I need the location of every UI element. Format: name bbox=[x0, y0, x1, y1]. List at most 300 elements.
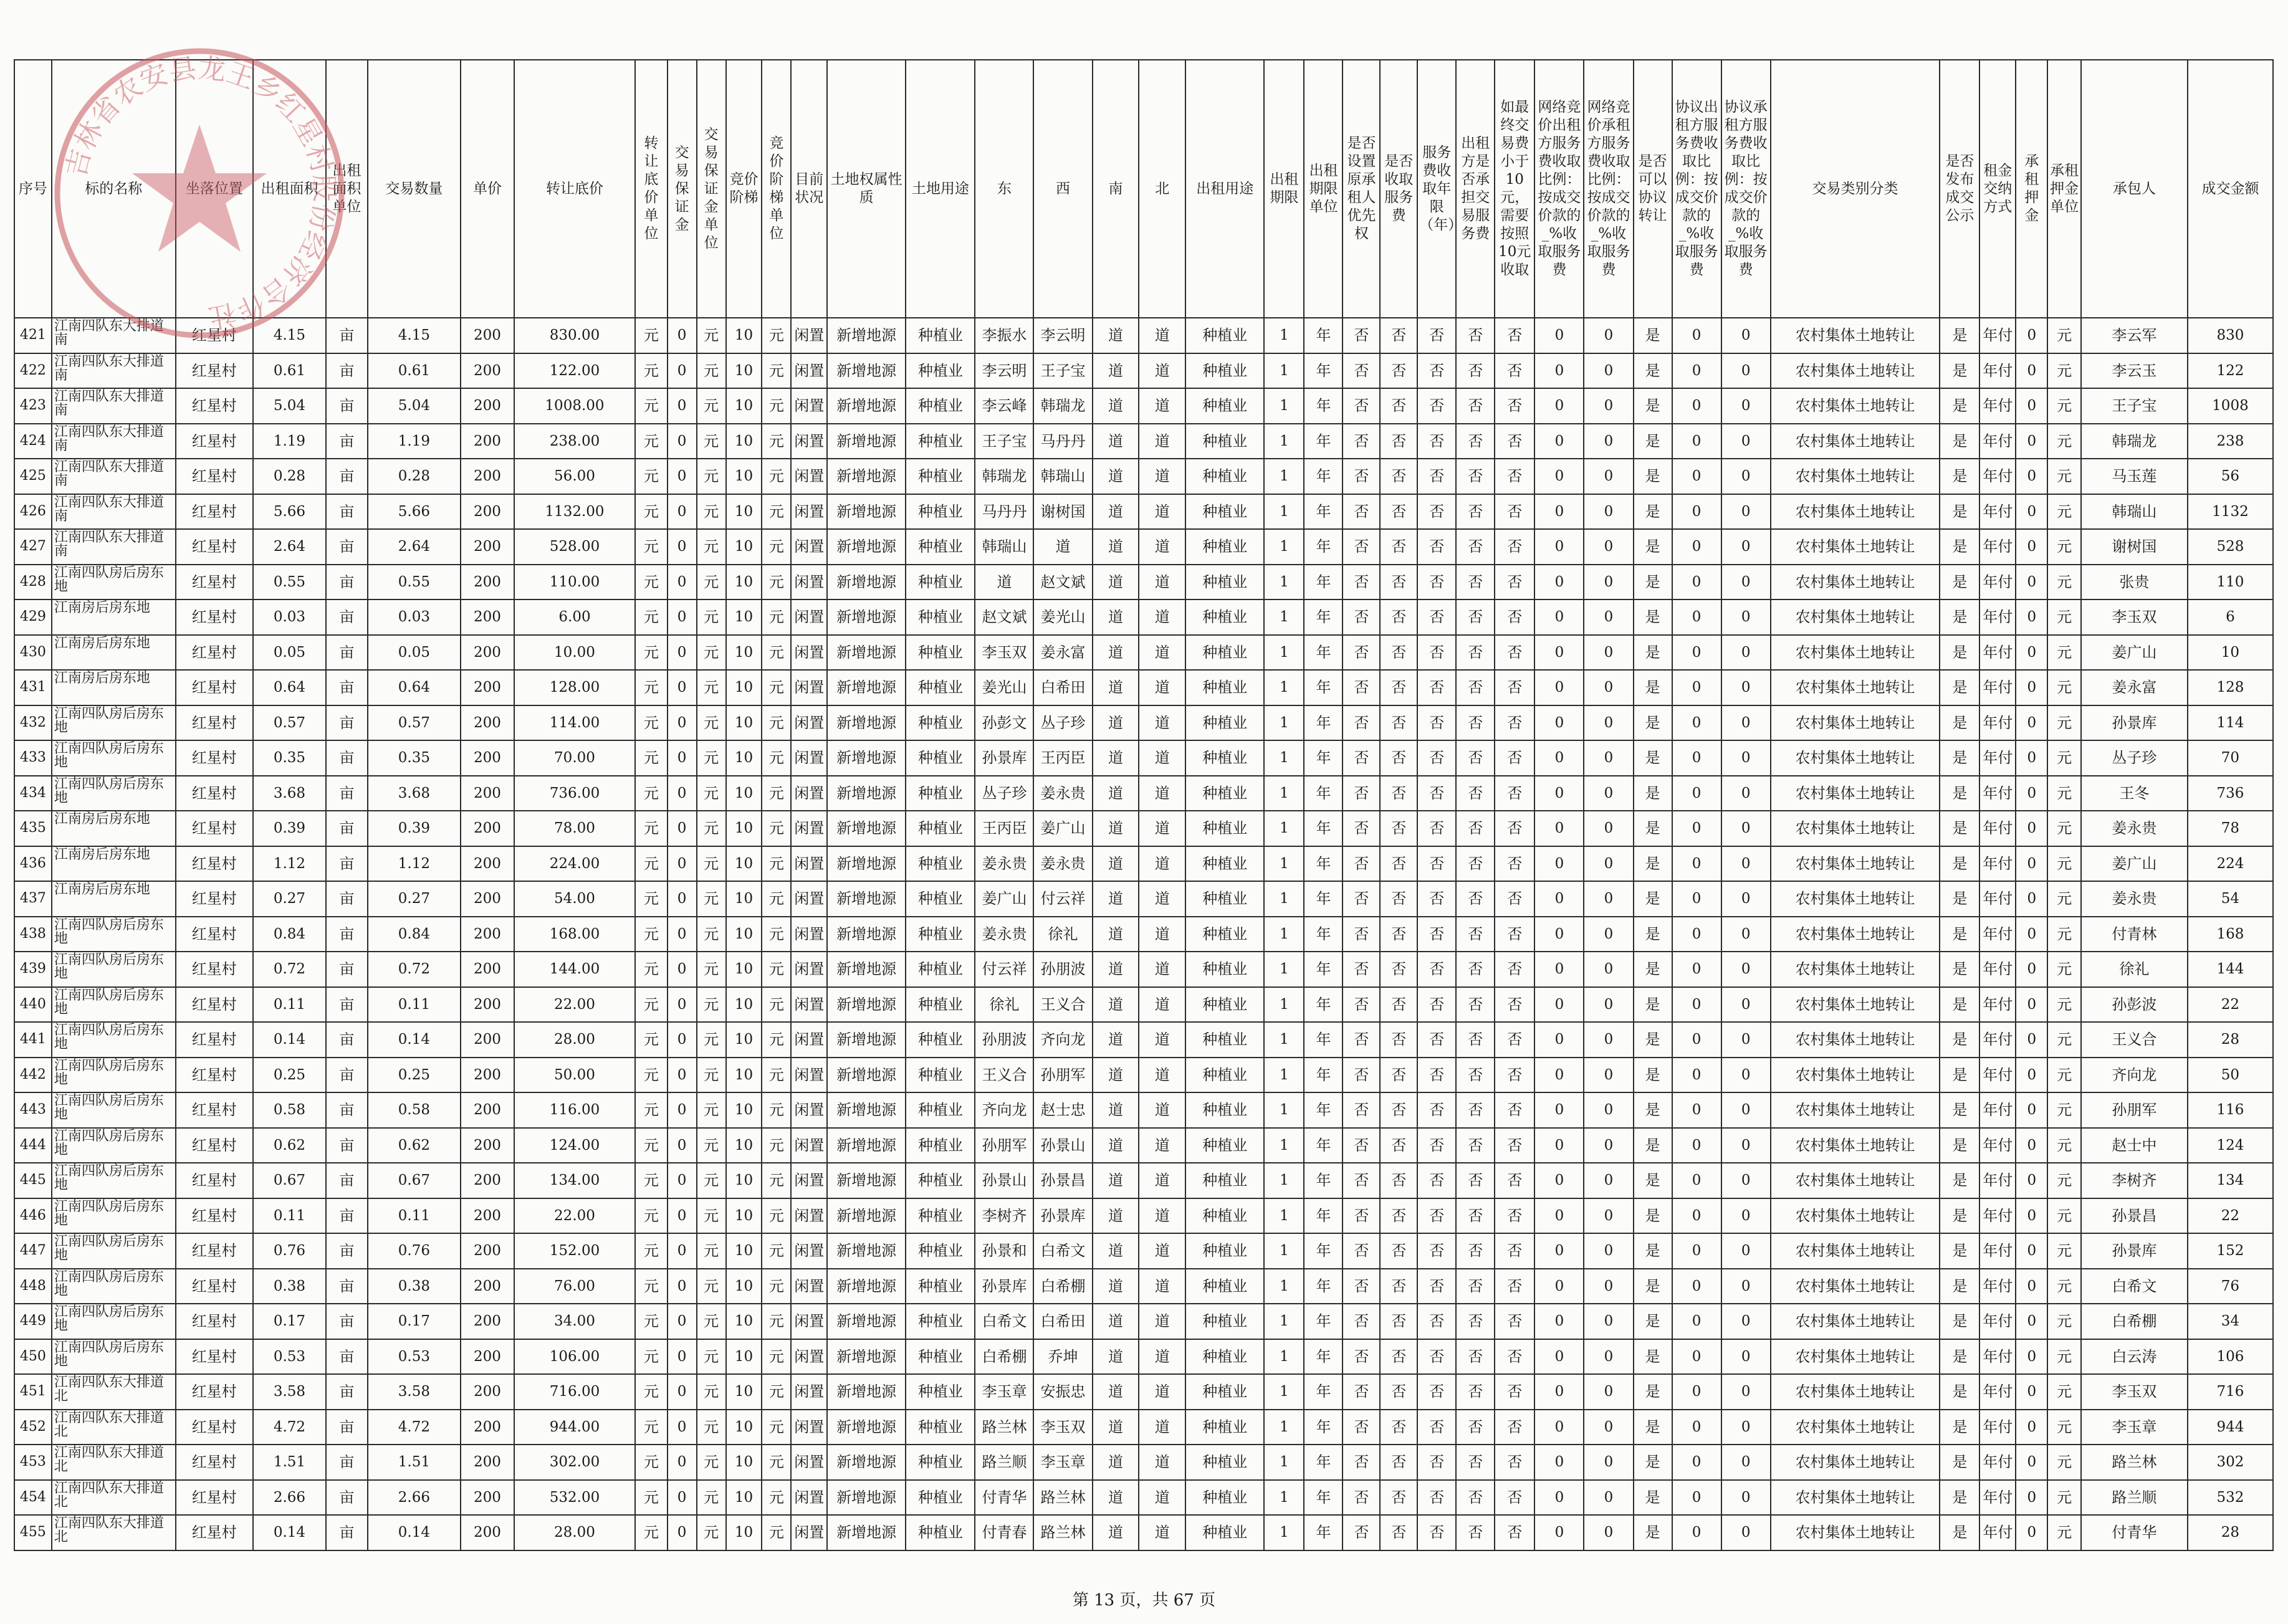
cell-reserve-unit: 元 bbox=[635, 635, 667, 671]
cell-lease-area: 0.55 bbox=[253, 565, 327, 600]
cell-ownership: 新增地源 bbox=[827, 529, 906, 565]
cell-north: 道 bbox=[1139, 635, 1185, 671]
cell-tenant: 孙景库 bbox=[2081, 705, 2188, 741]
cell-bid-step: 10 bbox=[726, 459, 762, 494]
cell-location: 红星村 bbox=[176, 424, 253, 459]
cell-bid-step: 10 bbox=[726, 776, 762, 811]
header-col-item-name: 标的名称 bbox=[52, 60, 176, 318]
table-row bbox=[14, 599, 2273, 635]
cell-lease-deposit: 0 bbox=[2016, 565, 2047, 600]
cell-east: 王子宝 bbox=[975, 424, 1033, 459]
cell-priority-right: 否 bbox=[1343, 424, 1380, 459]
cell-category: 农村集体土地转让 bbox=[1771, 529, 1940, 565]
cell-deposit: 0 bbox=[668, 1304, 697, 1339]
cell-south: 道 bbox=[1093, 1022, 1139, 1058]
cell-land-use: 种植业 bbox=[906, 459, 975, 494]
cell-east: 姜广山 bbox=[975, 881, 1033, 917]
cell-land-use: 种植业 bbox=[906, 599, 975, 635]
cell-north: 道 bbox=[1139, 1515, 1185, 1550]
cell-negotiable: 是 bbox=[1634, 1022, 1672, 1058]
cell-reserve-price: 28.00 bbox=[514, 1515, 636, 1550]
cell-location: 红星村 bbox=[176, 565, 253, 600]
cell-lessor-pays-fee: 否 bbox=[1456, 1163, 1495, 1198]
cell-deal-amount: 152 bbox=[2188, 1233, 2273, 1269]
cell-lease-deposit: 0 bbox=[2016, 740, 2047, 776]
cell-tenant: 张贵 bbox=[2081, 565, 2188, 600]
cell-agreement-lessor-ratio: 0 bbox=[1672, 1128, 1721, 1163]
cell-index: 422 bbox=[14, 353, 52, 389]
cell-quantity: 0.27 bbox=[368, 881, 461, 917]
cell-online-lessee-ratio: 0 bbox=[1584, 424, 1633, 459]
cell-online-lessee-ratio: 0 bbox=[1584, 1374, 1633, 1410]
cell-north: 道 bbox=[1139, 776, 1185, 811]
cell-negotiable: 是 bbox=[1634, 1445, 1672, 1480]
cell-priority-right: 否 bbox=[1343, 529, 1380, 565]
cell-area-unit: 亩 bbox=[326, 1233, 367, 1269]
cell-fee-years: 否 bbox=[1417, 670, 1456, 705]
cell-index: 429 bbox=[14, 599, 52, 635]
header-col-deposit: 交易保证金 bbox=[668, 60, 697, 318]
cell-land-use: 种植业 bbox=[906, 1480, 975, 1516]
cell-bid-step-unit: 元 bbox=[762, 881, 791, 917]
cell-quantity: 0.72 bbox=[368, 952, 461, 987]
cell-online-lessee-ratio: 0 bbox=[1584, 1480, 1633, 1516]
cell-location: 红星村 bbox=[176, 1445, 253, 1480]
cell-min-fee: 否 bbox=[1495, 987, 1534, 1023]
cell-index: 448 bbox=[14, 1269, 52, 1304]
cell-quantity: 0.25 bbox=[368, 1058, 461, 1093]
cell-quantity: 0.11 bbox=[368, 987, 461, 1023]
cell-index: 450 bbox=[14, 1339, 52, 1375]
cell-lease-area: 0.17 bbox=[253, 1304, 327, 1339]
cell-lease-use: 种植业 bbox=[1185, 1128, 1264, 1163]
cell-deposit-unit: 元 bbox=[697, 353, 726, 389]
cell-online-lessee-ratio: 0 bbox=[1584, 318, 1633, 353]
cell-lease-use: 种植业 bbox=[1185, 1092, 1264, 1128]
cell-lease-area: 1.19 bbox=[253, 424, 327, 459]
cell-item-name: 江南四队东大排道北 bbox=[52, 1480, 176, 1516]
cell-term-unit: 年 bbox=[1304, 424, 1343, 459]
cell-reserve-unit: 元 bbox=[635, 811, 667, 846]
cell-north: 道 bbox=[1139, 494, 1185, 530]
cell-lease-deposit: 0 bbox=[2016, 388, 2047, 424]
cell-lease-deposit-unit: 元 bbox=[2047, 670, 2080, 705]
cell-land-use: 种植业 bbox=[906, 1128, 975, 1163]
cell-agreement-lessee-ratio: 0 bbox=[1721, 318, 1771, 353]
cell-fee-years: 否 bbox=[1417, 1339, 1456, 1375]
cell-west: 李玉章 bbox=[1033, 1445, 1092, 1480]
cell-reserve-price: 70.00 bbox=[514, 740, 636, 776]
cell-publish-notice: 是 bbox=[1940, 424, 1979, 459]
cell-lessor-pays-fee: 否 bbox=[1456, 776, 1495, 811]
cell-reserve-price: 1008.00 bbox=[514, 388, 636, 424]
cell-negotiable: 是 bbox=[1634, 1128, 1672, 1163]
cell-south: 道 bbox=[1093, 318, 1139, 353]
cell-west: 韩瑞山 bbox=[1033, 459, 1092, 494]
cell-land-use: 种植业 bbox=[906, 1445, 975, 1480]
cell-priority-right: 否 bbox=[1343, 459, 1380, 494]
cell-status: 闲置 bbox=[791, 987, 827, 1023]
cell-agreement-lessor-ratio: 0 bbox=[1672, 459, 1721, 494]
cell-north: 道 bbox=[1139, 565, 1185, 600]
cell-location: 红星村 bbox=[176, 846, 253, 882]
cell-term-unit: 年 bbox=[1304, 1022, 1343, 1058]
page-footer: 第 13 页，共 67 页 bbox=[1072, 1591, 1216, 1610]
table-header-row bbox=[14, 60, 2273, 318]
cell-north: 道 bbox=[1139, 1198, 1185, 1234]
table-row bbox=[14, 1163, 2273, 1198]
cell-south: 道 bbox=[1093, 1058, 1139, 1093]
cell-lease-deposit-unit: 元 bbox=[2047, 1374, 2080, 1410]
cell-service-fee: 否 bbox=[1380, 987, 1417, 1023]
cell-deposit-unit: 元 bbox=[697, 705, 726, 741]
cell-area-unit: 亩 bbox=[326, 353, 367, 389]
cell-index: 445 bbox=[14, 1163, 52, 1198]
cell-term-unit: 年 bbox=[1304, 318, 1343, 353]
cell-agreement-lessor-ratio: 0 bbox=[1672, 1410, 1721, 1445]
cell-agreement-lessor-ratio: 0 bbox=[1672, 318, 1721, 353]
cell-deal-amount: 54 bbox=[2188, 881, 2273, 917]
cell-area-unit: 亩 bbox=[326, 318, 367, 353]
cell-online-lessor-ratio: 0 bbox=[1534, 459, 1584, 494]
cell-lessor-pays-fee: 否 bbox=[1456, 318, 1495, 353]
cell-publish-notice: 是 bbox=[1940, 952, 1979, 987]
cell-deposit: 0 bbox=[668, 1339, 697, 1375]
cell-min-fee: 否 bbox=[1495, 1304, 1534, 1339]
cell-lease-deposit-unit: 元 bbox=[2047, 635, 2080, 671]
cell-publish-notice: 是 bbox=[1940, 1304, 1979, 1339]
cell-lease-area: 0.62 bbox=[253, 1128, 327, 1163]
cell-unit-price: 200 bbox=[461, 1480, 514, 1516]
cell-bid-step: 10 bbox=[726, 705, 762, 741]
cell-deposit: 0 bbox=[668, 987, 697, 1023]
cell-agreement-lessor-ratio: 0 bbox=[1672, 952, 1721, 987]
cell-east: 徐礼 bbox=[975, 987, 1033, 1023]
cell-quantity: 1.51 bbox=[368, 1445, 461, 1480]
cell-lessor-pays-fee: 否 bbox=[1456, 670, 1495, 705]
cell-lease-deposit-unit: 元 bbox=[2047, 599, 2080, 635]
cell-online-lessor-ratio: 0 bbox=[1534, 987, 1584, 1023]
header-col-status: 目前状况 bbox=[791, 60, 827, 318]
cell-publish-notice: 是 bbox=[1940, 1198, 1979, 1234]
cell-location: 红星村 bbox=[176, 1163, 253, 1198]
cell-lease-deposit-unit: 元 bbox=[2047, 494, 2080, 530]
cell-lease-use: 种植业 bbox=[1185, 459, 1264, 494]
cell-bid-step-unit: 元 bbox=[762, 353, 791, 389]
cell-deposit: 0 bbox=[668, 318, 697, 353]
cell-deposit: 0 bbox=[668, 1374, 697, 1410]
cell-lease-use: 种植业 bbox=[1185, 1339, 1264, 1375]
cell-priority-right: 否 bbox=[1343, 740, 1380, 776]
cell-reserve-price: 830.00 bbox=[514, 318, 636, 353]
cell-reserve-unit: 元 bbox=[635, 1269, 667, 1304]
cell-agreement-lessor-ratio: 0 bbox=[1672, 846, 1721, 882]
cell-fee-years: 否 bbox=[1417, 987, 1456, 1023]
cell-south: 道 bbox=[1093, 811, 1139, 846]
header-col-north: 北 bbox=[1139, 60, 1185, 318]
cell-lease-use: 种植业 bbox=[1185, 529, 1264, 565]
cell-category: 农村集体土地转让 bbox=[1771, 1374, 1940, 1410]
cell-west: 付云祥 bbox=[1033, 881, 1092, 917]
cell-location: 红星村 bbox=[176, 353, 253, 389]
cell-category: 农村集体土地转让 bbox=[1771, 388, 1940, 424]
cell-lessor-pays-fee: 否 bbox=[1456, 1092, 1495, 1128]
cell-publish-notice: 是 bbox=[1940, 494, 1979, 530]
cell-reserve-price: 532.00 bbox=[514, 1480, 636, 1516]
cell-fee-years: 否 bbox=[1417, 1198, 1456, 1234]
cell-min-fee: 否 bbox=[1495, 776, 1534, 811]
cell-unit-price: 200 bbox=[461, 1374, 514, 1410]
cell-min-fee: 否 bbox=[1495, 881, 1534, 917]
cell-publish-notice: 是 bbox=[1940, 917, 1979, 952]
cell-west: 孙朋波 bbox=[1033, 952, 1092, 987]
cell-category: 农村集体土地转让 bbox=[1771, 459, 1940, 494]
cell-fee-years: 否 bbox=[1417, 846, 1456, 882]
cell-publish-notice: 是 bbox=[1940, 1515, 1979, 1550]
cell-tenant: 路兰林 bbox=[2081, 1445, 2188, 1480]
cell-ownership: 新增地源 bbox=[827, 1092, 906, 1128]
cell-min-fee: 否 bbox=[1495, 740, 1534, 776]
cell-status: 闲置 bbox=[791, 529, 827, 565]
cell-online-lessee-ratio: 0 bbox=[1584, 1022, 1633, 1058]
cell-unit-price: 200 bbox=[461, 1445, 514, 1480]
cell-lease-area: 3.68 bbox=[253, 776, 327, 811]
cell-lease-area: 0.11 bbox=[253, 1198, 327, 1234]
cell-deposit: 0 bbox=[668, 1163, 697, 1198]
cell-category: 农村集体土地转让 bbox=[1771, 635, 1940, 671]
cell-west: 姜永贵 bbox=[1033, 846, 1092, 882]
cell-area-unit: 亩 bbox=[326, 388, 367, 424]
cell-agreement-lessee-ratio: 0 bbox=[1721, 705, 1771, 741]
cell-lease-use: 种植业 bbox=[1185, 353, 1264, 389]
cell-bid-step-unit: 元 bbox=[762, 635, 791, 671]
cell-online-lessor-ratio: 0 bbox=[1534, 670, 1584, 705]
cell-negotiable: 是 bbox=[1634, 459, 1672, 494]
cell-negotiable: 是 bbox=[1634, 952, 1672, 987]
cell-deposit-unit: 元 bbox=[697, 1515, 726, 1550]
cell-north: 道 bbox=[1139, 1269, 1185, 1304]
cell-south: 道 bbox=[1093, 388, 1139, 424]
cell-deposit-unit: 元 bbox=[697, 1198, 726, 1234]
cell-unit-price: 200 bbox=[461, 987, 514, 1023]
cell-north: 道 bbox=[1139, 599, 1185, 635]
cell-ownership: 新增地源 bbox=[827, 1233, 906, 1269]
cell-bid-step-unit: 元 bbox=[762, 1410, 791, 1445]
cell-north: 道 bbox=[1139, 1339, 1185, 1375]
cell-tenant: 李云玉 bbox=[2081, 353, 2188, 389]
cell-east: 白希文 bbox=[975, 1304, 1033, 1339]
cell-east: 孙景库 bbox=[975, 740, 1033, 776]
cell-agreement-lessee-ratio: 0 bbox=[1721, 987, 1771, 1023]
cell-payment-method: 年付 bbox=[1979, 388, 2016, 424]
cell-status: 闲置 bbox=[791, 811, 827, 846]
cell-area-unit: 亩 bbox=[326, 1163, 367, 1198]
header-col-east: 东 bbox=[975, 60, 1033, 318]
cell-bid-step-unit: 元 bbox=[762, 1198, 791, 1234]
header-col-lessor-pays-fee: 出租方是否承担交易服务费 bbox=[1456, 60, 1495, 318]
cell-online-lessee-ratio: 0 bbox=[1584, 1092, 1633, 1128]
cell-agreement-lessee-ratio: 0 bbox=[1721, 1304, 1771, 1339]
header-col-lease-use: 出租用途 bbox=[1185, 60, 1264, 318]
cell-unit-price: 200 bbox=[461, 1163, 514, 1198]
cell-reserve-price: 122.00 bbox=[514, 353, 636, 389]
cell-lease-deposit: 0 bbox=[2016, 881, 2047, 917]
cell-unit-price: 200 bbox=[461, 881, 514, 917]
cell-bid-step: 10 bbox=[726, 424, 762, 459]
cell-area-unit: 亩 bbox=[326, 1445, 367, 1480]
cell-land-use: 种植业 bbox=[906, 776, 975, 811]
cell-payment-method: 年付 bbox=[1979, 1304, 2016, 1339]
cell-negotiable: 是 bbox=[1634, 917, 1672, 952]
cell-deal-amount: 70 bbox=[2188, 740, 2273, 776]
cell-lease-deposit-unit: 元 bbox=[2047, 1339, 2080, 1375]
cell-reserve-unit: 元 bbox=[635, 1515, 667, 1550]
cell-priority-right: 否 bbox=[1343, 1022, 1380, 1058]
header-col-online-lessor-ratio: 网络竞价出租方服务费收取比例：按成交价款的_%收取服务费 bbox=[1534, 60, 1584, 318]
cell-lease-area: 0.72 bbox=[253, 952, 327, 987]
cell-west: 白希田 bbox=[1033, 1304, 1092, 1339]
cell-item-name: 江南四队东大排道北 bbox=[52, 1515, 176, 1550]
cell-location: 红星村 bbox=[176, 1374, 253, 1410]
cell-online-lessor-ratio: 0 bbox=[1534, 1233, 1584, 1269]
cell-deposit-unit: 元 bbox=[697, 494, 726, 530]
cell-agreement-lessor-ratio: 0 bbox=[1672, 670, 1721, 705]
cell-publish-notice: 是 bbox=[1940, 1445, 1979, 1480]
cell-priority-right: 否 bbox=[1343, 705, 1380, 741]
cell-online-lessee-ratio: 0 bbox=[1584, 565, 1633, 600]
cell-north: 道 bbox=[1139, 670, 1185, 705]
cell-deposit: 0 bbox=[668, 1269, 697, 1304]
cell-lease-area: 1.51 bbox=[253, 1445, 327, 1480]
cell-ownership: 新增地源 bbox=[827, 494, 906, 530]
cell-unit-price: 200 bbox=[461, 670, 514, 705]
cell-lessor-pays-fee: 否 bbox=[1456, 740, 1495, 776]
cell-agreement-lessor-ratio: 0 bbox=[1672, 1269, 1721, 1304]
cell-reserve-unit: 元 bbox=[635, 1233, 667, 1269]
cell-publish-notice: 是 bbox=[1940, 599, 1979, 635]
cell-item-name: 江南四队东大排道北 bbox=[52, 1374, 176, 1410]
cell-north: 道 bbox=[1139, 1445, 1185, 1480]
cell-payment-method: 年付 bbox=[1979, 917, 2016, 952]
cell-deal-amount: 134 bbox=[2188, 1163, 2273, 1198]
cell-online-lessee-ratio: 0 bbox=[1584, 1445, 1633, 1480]
cell-agreement-lessee-ratio: 0 bbox=[1721, 1269, 1771, 1304]
cell-bid-step: 10 bbox=[726, 1304, 762, 1339]
cell-ownership: 新增地源 bbox=[827, 1339, 906, 1375]
cell-land-use: 种植业 bbox=[906, 1092, 975, 1128]
cell-online-lessee-ratio: 0 bbox=[1584, 670, 1633, 705]
cell-term-unit: 年 bbox=[1304, 565, 1343, 600]
cell-priority-right: 否 bbox=[1343, 1092, 1380, 1128]
cell-priority-right: 否 bbox=[1343, 1480, 1380, 1516]
cell-bid-step: 10 bbox=[726, 1339, 762, 1375]
header-col-reserve-unit: 转让底价单位 bbox=[635, 60, 667, 318]
cell-deposit: 0 bbox=[668, 388, 697, 424]
cell-tenant: 谢树国 bbox=[2081, 529, 2188, 565]
cell-tenant: 白云涛 bbox=[2081, 1339, 2188, 1375]
cell-land-use: 种植业 bbox=[906, 353, 975, 389]
cell-priority-right: 否 bbox=[1343, 917, 1380, 952]
cell-index: 439 bbox=[14, 952, 52, 987]
cell-east: 王丙臣 bbox=[975, 811, 1033, 846]
cell-lease-area: 0.57 bbox=[253, 705, 327, 741]
cell-lease-deposit-unit: 元 bbox=[2047, 740, 2080, 776]
cell-location: 红星村 bbox=[176, 1410, 253, 1445]
cell-reserve-price: 106.00 bbox=[514, 1339, 636, 1375]
cell-service-fee: 否 bbox=[1380, 952, 1417, 987]
cell-payment-method: 年付 bbox=[1979, 1233, 2016, 1269]
cell-lessor-pays-fee: 否 bbox=[1456, 1410, 1495, 1445]
cell-west: 孙景昌 bbox=[1033, 1163, 1092, 1198]
cell-online-lessor-ratio: 0 bbox=[1534, 1374, 1584, 1410]
cell-lease-deposit: 0 bbox=[2016, 1515, 2047, 1550]
cell-deal-amount: 114 bbox=[2188, 705, 2273, 741]
cell-online-lessor-ratio: 0 bbox=[1534, 635, 1584, 671]
cell-service-fee: 否 bbox=[1380, 565, 1417, 600]
cell-bid-step: 10 bbox=[726, 1410, 762, 1445]
cell-negotiable: 是 bbox=[1634, 424, 1672, 459]
cell-fee-years: 否 bbox=[1417, 705, 1456, 741]
cell-index: 451 bbox=[14, 1374, 52, 1410]
cell-lease-deposit: 0 bbox=[2016, 1198, 2047, 1234]
cell-reserve-unit: 元 bbox=[635, 599, 667, 635]
cell-deal-amount: 944 bbox=[2188, 1410, 2273, 1445]
cell-ownership: 新增地源 bbox=[827, 459, 906, 494]
cell-deposit: 0 bbox=[668, 635, 697, 671]
cell-ownership: 新增地源 bbox=[827, 846, 906, 882]
cell-lease-term: 1 bbox=[1264, 599, 1304, 635]
cell-agreement-lessee-ratio: 0 bbox=[1721, 1198, 1771, 1234]
cell-index: 434 bbox=[14, 776, 52, 811]
cell-priority-right: 否 bbox=[1343, 670, 1380, 705]
cell-status: 闲置 bbox=[791, 494, 827, 530]
cell-agreement-lessor-ratio: 0 bbox=[1672, 740, 1721, 776]
cell-east: 付云祥 bbox=[975, 952, 1033, 987]
cell-category: 农村集体土地转让 bbox=[1771, 494, 1940, 530]
cell-reserve-price: 28.00 bbox=[514, 1022, 636, 1058]
cell-service-fee: 否 bbox=[1380, 1198, 1417, 1234]
cell-west: 马丹丹 bbox=[1033, 424, 1092, 459]
cell-agreement-lessee-ratio: 0 bbox=[1721, 670, 1771, 705]
cell-deposit-unit: 元 bbox=[697, 565, 726, 600]
cell-payment-method: 年付 bbox=[1979, 1269, 2016, 1304]
cell-tenant: 付青林 bbox=[2081, 917, 2188, 952]
cell-deposit: 0 bbox=[668, 1445, 697, 1480]
cell-online-lessor-ratio: 0 bbox=[1534, 1058, 1584, 1093]
cell-lease-use: 种植业 bbox=[1185, 1515, 1264, 1550]
cell-reserve-price: 528.00 bbox=[514, 529, 636, 565]
cell-online-lessor-ratio: 0 bbox=[1534, 1445, 1584, 1480]
cell-south: 道 bbox=[1093, 565, 1139, 600]
cell-area-unit: 亩 bbox=[326, 1022, 367, 1058]
cell-negotiable: 是 bbox=[1634, 1198, 1672, 1234]
cell-lease-use: 种植业 bbox=[1185, 952, 1264, 987]
cell-deposit-unit: 元 bbox=[697, 635, 726, 671]
header-col-publish-notice: 是否发布成交公示 bbox=[1940, 60, 1979, 318]
cell-payment-method: 年付 bbox=[1979, 1374, 2016, 1410]
cell-priority-right: 否 bbox=[1343, 1445, 1380, 1480]
cell-area-unit: 亩 bbox=[326, 952, 367, 987]
cell-online-lessor-ratio: 0 bbox=[1534, 1515, 1584, 1550]
cell-reserve-unit: 元 bbox=[635, 1092, 667, 1128]
cell-index: 447 bbox=[14, 1233, 52, 1269]
cell-north: 道 bbox=[1139, 318, 1185, 353]
cell-service-fee: 否 bbox=[1380, 881, 1417, 917]
cell-north: 道 bbox=[1139, 881, 1185, 917]
cell-deposit: 0 bbox=[668, 459, 697, 494]
cell-service-fee: 否 bbox=[1380, 388, 1417, 424]
cell-negotiable: 是 bbox=[1634, 1269, 1672, 1304]
